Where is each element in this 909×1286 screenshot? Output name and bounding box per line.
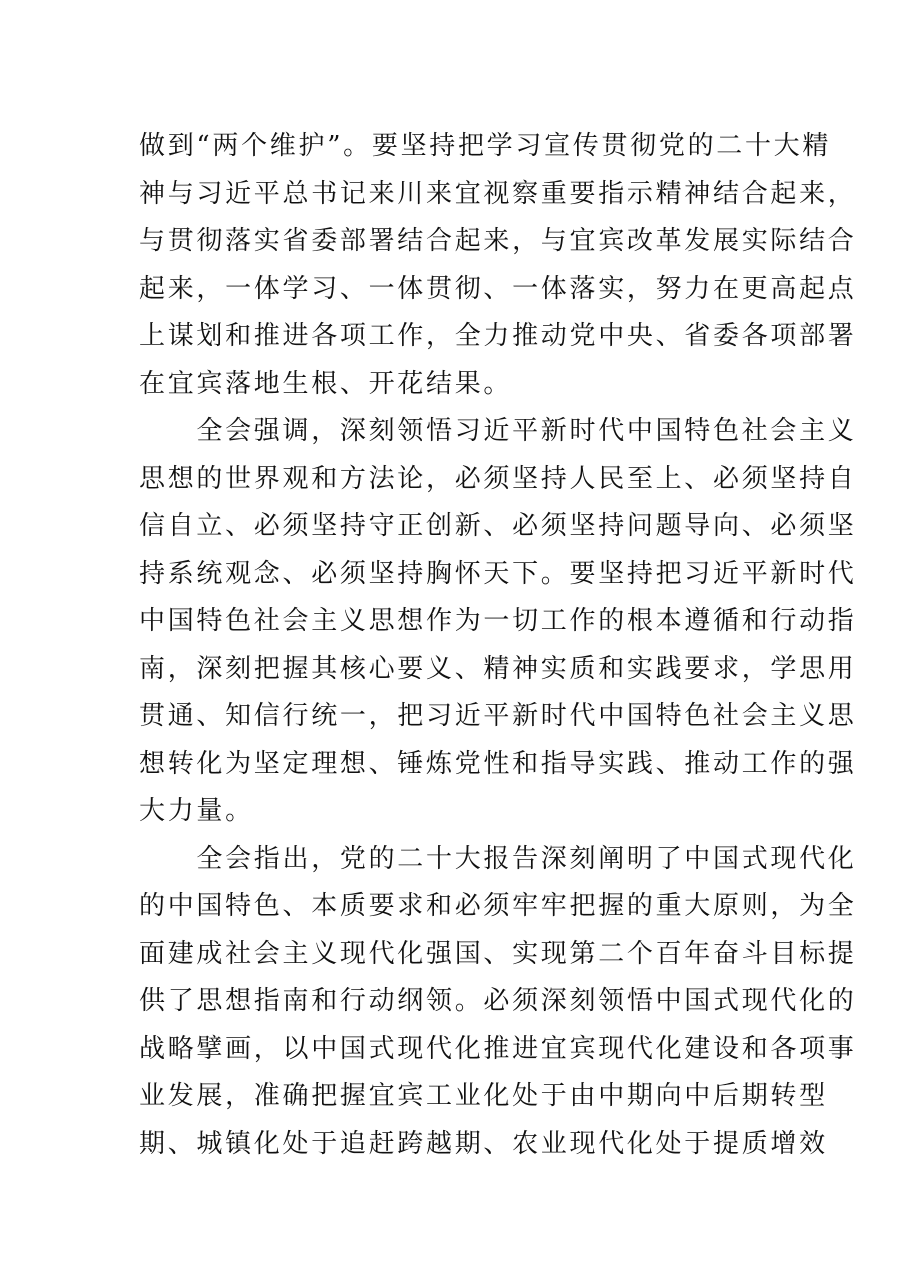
text-line: 面建成社会主义现代化强国、实现第二个百年奋斗目标提 [139, 938, 857, 969]
text-line: 全会强调，深刻领悟习近平新时代中国特色社会主义 [139, 416, 857, 446]
text-line: 起来，一体学习、一体贯彻、一体落实，努力在更高起点 [139, 273, 857, 304]
text-line: 南，深刻把握其核心要义、精神实质和实践要求，学思用 [139, 653, 857, 684]
text-line: 在宜宾落地生根、开花结果。 [139, 368, 513, 399]
text-line: 与贯彻落实省委部署结合起来，与宜宾改革发展实际结合 [139, 226, 857, 256]
text-line: 业发展，准确把握宜宾工业化处于由中期向中后期转型 [139, 1081, 828, 1111]
text-line: 期、城镇化处于追赶跨越期、农业现代化处于提质增效 [139, 1128, 828, 1159]
text-line: 神与习近平总书记来川来宜视察重要指示精神结合起来， [139, 178, 857, 209]
text-line: 贯通、知信行统一，把习近平新时代中国特色社会主义思 [139, 701, 857, 731]
text-line: 全会指出，党的二十大报告深刻阐明了中国式现代化 [139, 843, 857, 874]
text-line: 思想的世界观和方法论，必须坚持人民至上、必须坚持自 [139, 463, 857, 494]
text-line: 战略擘画，以中国式现代化推进宜宾现代化建设和各项事 [139, 1033, 857, 1064]
text-line: 的中国特色、本质要求和必须牢牢把握的重大原则，为全 [139, 891, 857, 921]
text-line: 信自立、必须坚持守正创新、必须坚持问题导向、必须坚 [139, 511, 857, 541]
text-line: 大力量。 [139, 796, 254, 826]
text-line: 上谋划和推进各项工作，全力推动党中央、省委各项部署 [139, 321, 857, 351]
text-line: 做到“两个维护”。要坚持把学习宣传贯彻党的二十大精 [139, 131, 832, 161]
text-line: 中国特色社会主义思想作为一切工作的根本遵循和行动指 [139, 606, 857, 636]
text-line: 想转化为坚定理想、锤炼党性和指导实践、推动工作的强 [139, 748, 857, 779]
text-line: 持系统观念、必须坚持胸怀天下。要坚持把习近平新时代 [139, 558, 857, 589]
document-body [139, 123, 857, 1168]
text-line: 供了思想指南和行动纲领。必须深刻领悟中国式现代化的 [139, 986, 857, 1016]
